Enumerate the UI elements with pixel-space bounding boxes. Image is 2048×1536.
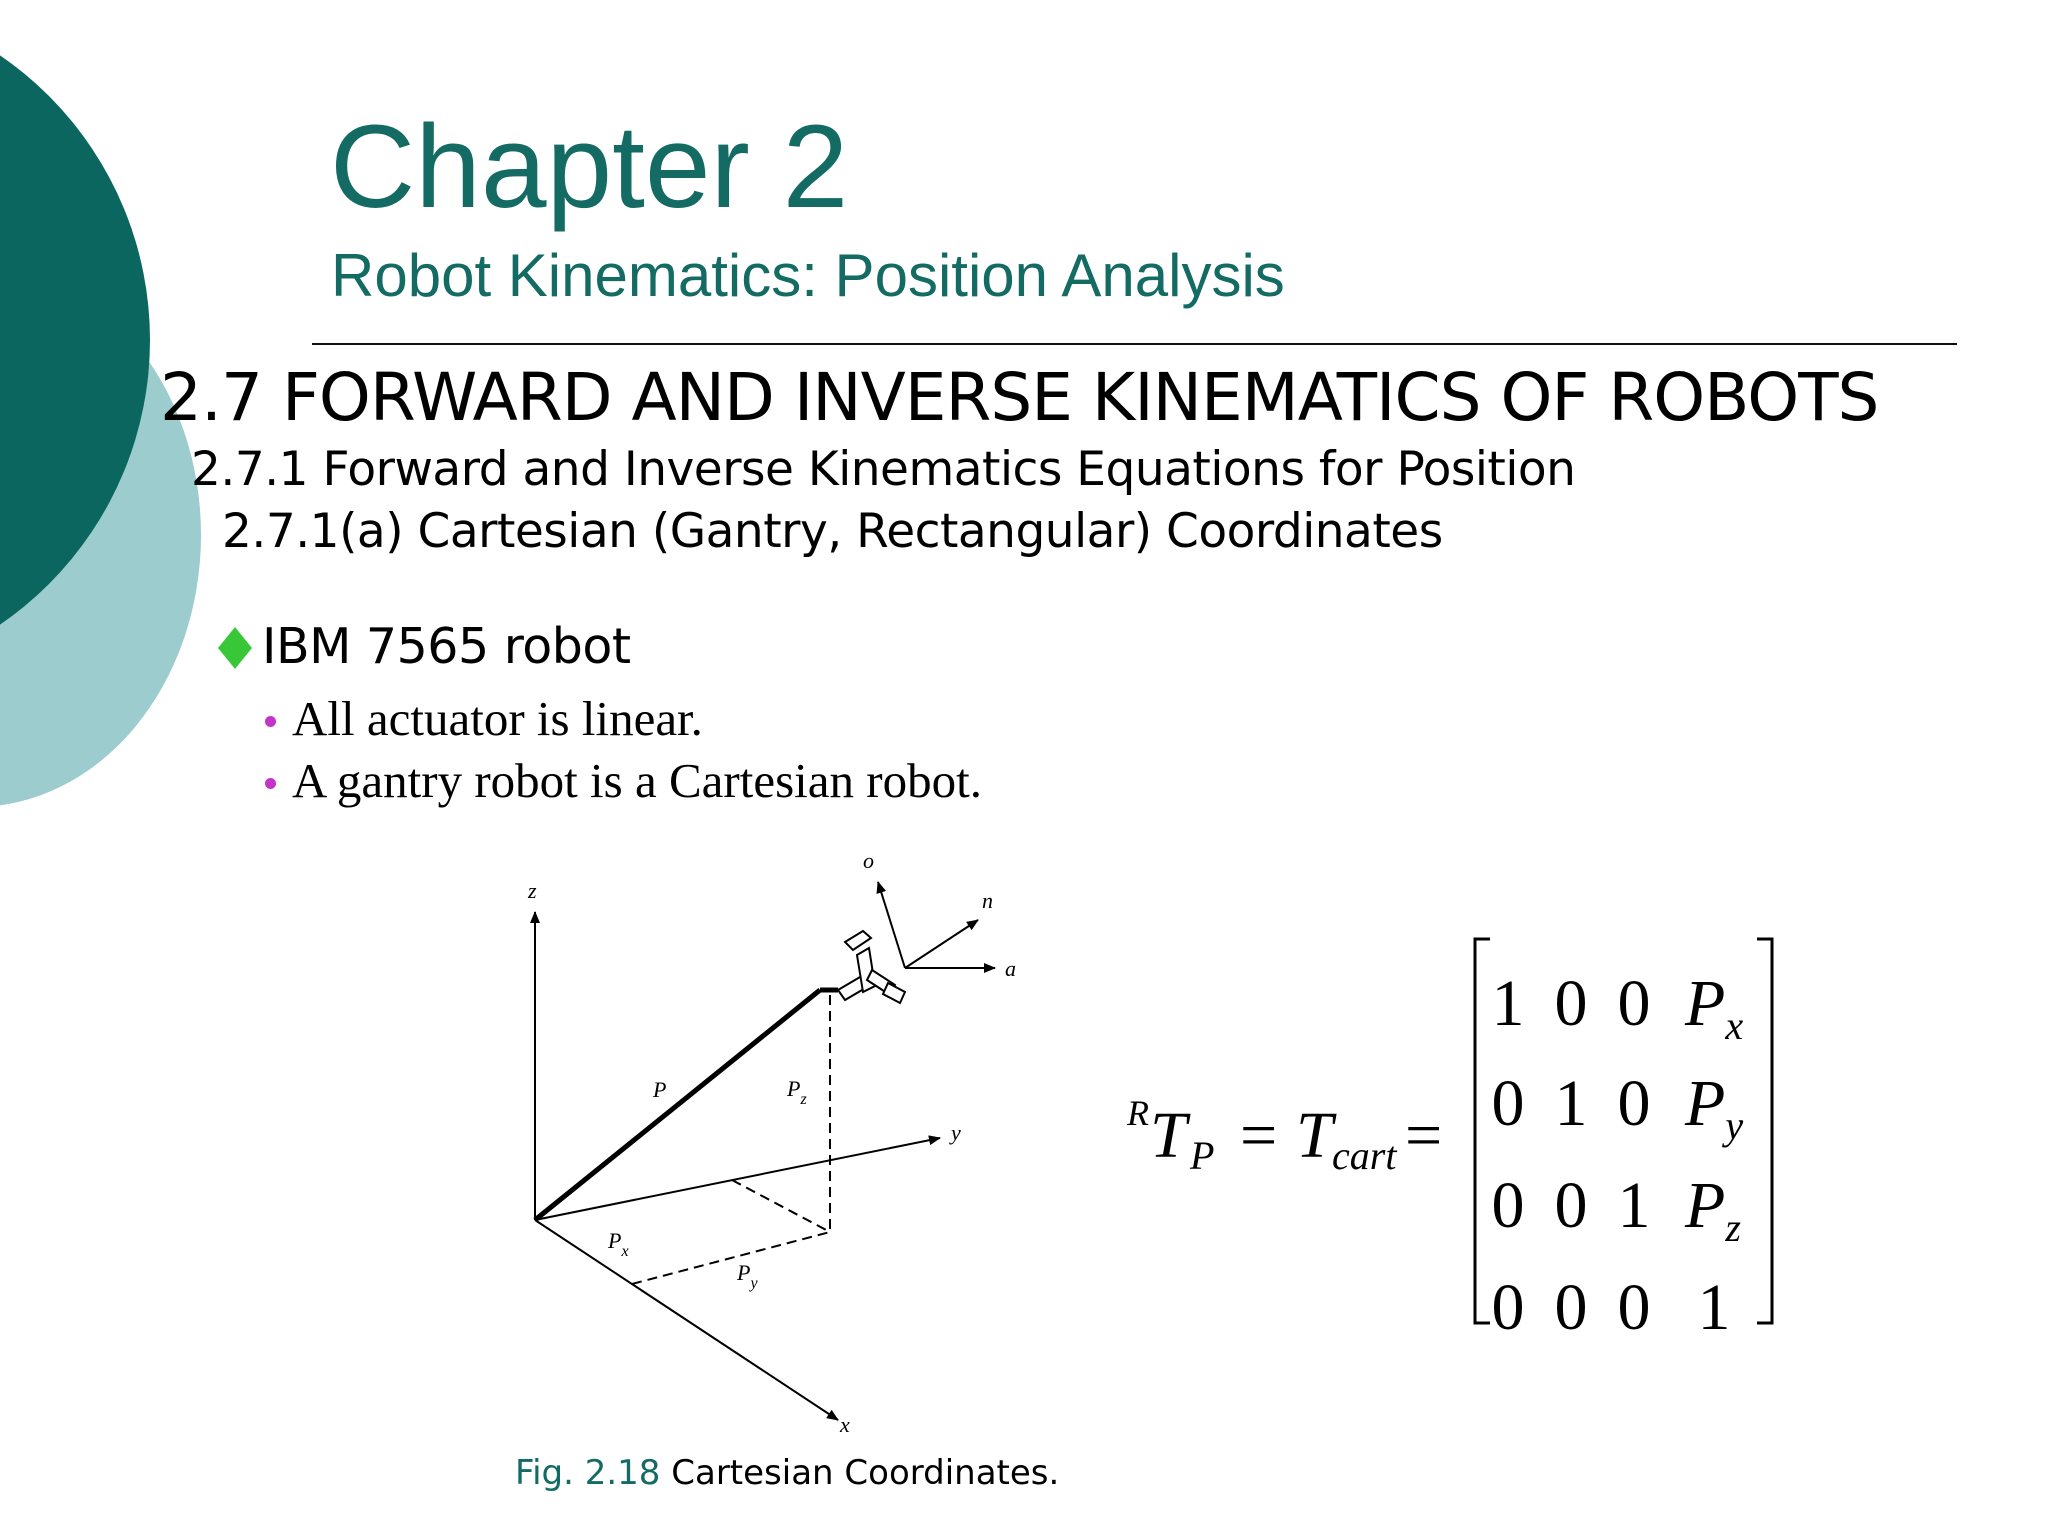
x-axis <box>535 1220 838 1420</box>
subsection-heading: 2.7.1 Forward and Inverse Kinematics Equations for Position <box>191 442 1576 497</box>
py-label: $P_y$ <box>737 1260 758 1292</box>
lhs-superscript: R <box>1127 1093 1149 1133</box>
matrix-cell: 0 <box>1617 1067 1651 1140</box>
py-subscript: y <box>750 1275 758 1292</box>
matrix-cell: 1 <box>1617 1169 1651 1242</box>
x-axis-label: x <box>840 1412 850 1437</box>
caption-text: Cartesian Coordinates. <box>671 1453 1060 1493</box>
z-axis-label: z <box>528 878 537 903</box>
main-bullet-text: IBM 7565 robot <box>262 618 631 675</box>
figure-caption <box>515 1453 1060 1493</box>
caption-number: Fig. 2.18 <box>515 1453 661 1493</box>
matrix-px-sub: x <box>1725 1003 1744 1048</box>
px-dashed <box>732 1180 830 1232</box>
matrix-py <box>1684 1067 1743 1148</box>
right-bracket <box>1757 939 1772 1323</box>
transform-equation <box>1110 925 1810 1345</box>
o-axis <box>878 882 905 968</box>
mid-t: T <box>1296 1099 1333 1172</box>
p-label: P <box>653 1077 667 1102</box>
matrix-cell: 0 <box>1554 967 1588 1040</box>
matrix-cell: 1 <box>1491 967 1525 1040</box>
pz-label: $P_z$ <box>787 1076 807 1108</box>
matrix-cell: 1 <box>1697 1271 1731 1344</box>
lhs-t: T <box>1150 1099 1187 1172</box>
title-divider <box>312 343 1957 345</box>
subsubsection-heading: 2.7.1(a) Cartesian (Gantry, Rectangular) Coordinates <box>222 504 1443 559</box>
bullet-dot-icon <box>265 778 276 789</box>
gripper-icon <box>838 931 905 1003</box>
px-label: $P_x$ <box>608 1228 629 1260</box>
o-axis-label: o <box>863 848 874 873</box>
section-heading: 2.7 FORWARD AND INVERSE KINEMATICS OF ROBOTS <box>160 359 1879 436</box>
bullet-dot-icon <box>265 716 276 727</box>
matrix-cell: 0 <box>1554 1169 1588 1242</box>
matrix-px-p: P <box>1685 967 1726 1040</box>
diamond-bullet-icon <box>218 627 252 669</box>
equals-sign-1: = <box>1240 1099 1278 1172</box>
sub-bullet-1: All actuator is linear. <box>292 691 703 746</box>
matrix-py-p: P <box>1685 1067 1726 1140</box>
sub-bullet-2: A gantry robot is a Cartesian robot. <box>292 753 982 808</box>
py-dashed <box>632 1232 830 1284</box>
chapter-title: Chapter 2 <box>330 101 849 233</box>
matrix-py-sub: y <box>1725 1103 1744 1148</box>
y-axis-label: y <box>951 1120 961 1145</box>
matrix-px <box>1684 967 1743 1048</box>
p-vector <box>535 990 820 1220</box>
lhs-subscript: P <box>1190 1133 1215 1178</box>
left-bracket <box>1475 939 1490 1323</box>
pz-subscript: z <box>800 1091 807 1108</box>
chapter-subtitle: Robot Kinematics: Position Analysis <box>331 242 1285 309</box>
matrix-pz-p: P <box>1685 1169 1726 1242</box>
mid-subscript: cart <box>1332 1133 1397 1178</box>
matrix-cell: 0 <box>1617 967 1651 1040</box>
y-axis <box>535 1138 940 1220</box>
matrix-cell: 1 <box>1554 1067 1588 1140</box>
matrix-cell: 0 <box>1491 1271 1525 1344</box>
matrix-pz <box>1684 1169 1741 1250</box>
matrix-pz-sub: z <box>1725 1205 1741 1250</box>
a-axis-label: a <box>1005 956 1016 981</box>
matrix-cell: 0 <box>1491 1169 1525 1242</box>
equals-sign-2: = <box>1405 1099 1443 1172</box>
matrix-cell: 0 <box>1617 1271 1651 1344</box>
matrix-cell: 0 <box>1491 1067 1525 1140</box>
n-axis <box>905 920 978 968</box>
matrix-cell: 0 <box>1554 1271 1588 1344</box>
cartesian-coordinates-figure <box>505 840 1065 1440</box>
px-subscript: x <box>621 1243 629 1260</box>
n-axis-label: n <box>982 888 993 913</box>
